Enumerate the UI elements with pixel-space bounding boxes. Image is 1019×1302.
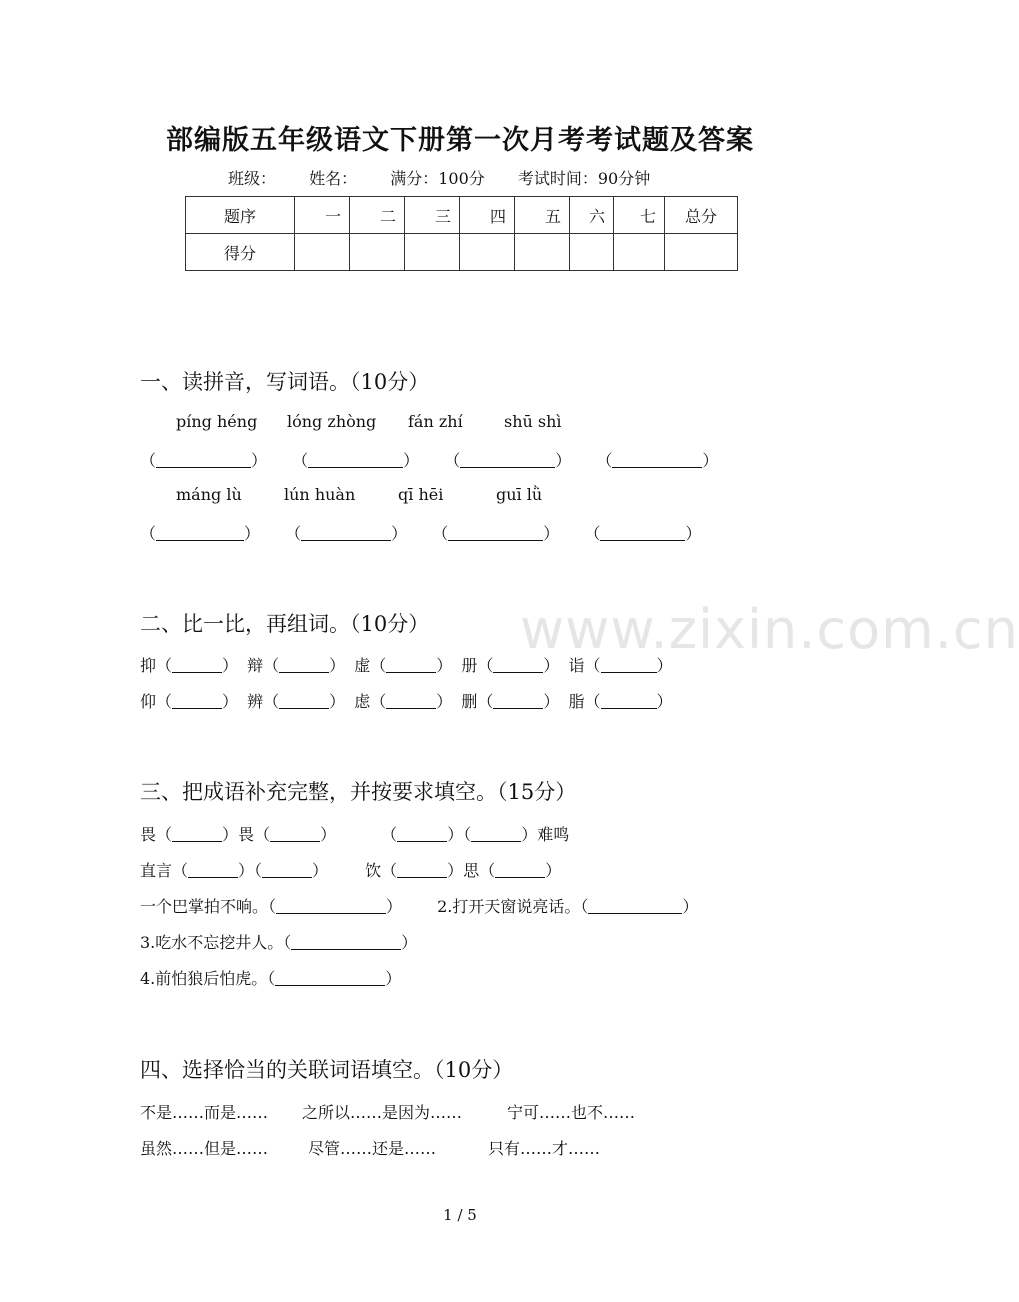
answer-blank[interactable] [279,656,329,673]
score-header-cell: 一 [295,197,350,234]
class-label: 班级： [228,169,277,188]
section-2-heading: 二、比一比，再组词。（10分） [140,612,430,636]
score-header-cell: 总分 [665,197,738,234]
page-number: 1 / 5 [443,1206,477,1224]
conjunction-option: 虽然……但是…… [140,1139,269,1158]
full-score-label: 满分：100分 [390,169,485,188]
score-cell[interactable] [350,234,405,271]
answer-blank[interactable] [276,897,386,914]
score-header-cell: 六 [570,197,614,234]
sentence-text: 3.吃水不忘挖井人。 [140,933,284,952]
conjunction-option: 之所以……是因为…… [302,1103,463,1122]
pinyin-item: fán zhí [408,412,463,431]
score-table-header-row [186,197,738,234]
score-cell[interactable] [405,234,460,271]
answer-blank[interactable] [188,861,238,878]
exam-time-label: 考试时间：90分钟 [517,169,651,188]
char-item: 脂 [568,692,585,711]
answer-blank[interactable] [495,861,545,878]
sentence-text: 2.打开天窗说亮话。 [437,897,581,916]
char-item: 删 [461,692,478,711]
pinyin-item: máng lù [176,485,242,504]
section-4-heading: 四、选择恰当的关联词语填空。（10分） [140,1058,514,1082]
answer-row: （ ） （ ） （ ） （ ） [140,524,702,543]
idiom-row: 畏（ ）畏（ ） （ ）（ ）难鸣 [140,825,570,844]
idiom-row: 直言（ ）（ ） 饮（ ）思（ ） [140,861,562,880]
score-table [185,196,738,271]
answer-blank[interactable] [601,692,657,709]
name-label: 姓名： [309,169,358,188]
sentence-text: 一个巴掌拍不响。 [140,897,269,916]
pinyin-item: lún huàn [284,485,356,504]
conjunction-option: 尽管……还是…… [308,1139,437,1158]
answer-blank[interactable] [172,656,222,673]
answer-blank[interactable] [262,861,312,878]
char-item: 诣 [568,656,585,675]
sentence-text: 4.前怕狼后怕虎。 [140,969,268,988]
pinyin-item: guī lǜ [496,485,543,504]
pinyin-item: lóng zhòng [287,412,377,431]
conjunction-option: 宁可……也不…… [507,1103,636,1122]
answer-blank[interactable] [308,451,403,468]
answer-blank[interactable] [279,692,329,709]
char-item: 册 [461,656,478,675]
pinyin-item: shū shì [504,412,562,431]
sentence-row: 一个巴掌拍不响。（ ） 2.打开天窗说亮话。（ ） [140,897,699,916]
char-item: 虑 [354,692,371,711]
answer-blank[interactable] [172,692,222,709]
exam-info [228,166,678,189]
char-item: 辩 [247,656,264,675]
score-cell[interactable] [515,234,570,271]
score-header-cell: 三 [405,197,460,234]
answer-blank[interactable] [291,933,401,950]
char-row: 抑（ ） 辩（ ） 虚（ ） 册（ ） 诣（ ） [140,656,673,675]
answer-blank[interactable] [493,656,543,673]
sentence-row: 3.吃水不忘挖井人。（ ） [140,933,418,952]
char-item: 仰 [140,692,157,711]
answer-blank[interactable] [386,656,436,673]
score-cell[interactable] [570,234,614,271]
section-1-heading: 一、读拼音，写词语。（10分） [140,370,430,394]
answer-blank[interactable] [448,524,543,541]
answer-blank[interactable] [156,451,251,468]
answer-blank[interactable] [172,825,222,842]
answer-blank[interactable] [386,692,436,709]
answer-blank[interactable] [397,825,447,842]
score-header-cell: 五 [515,197,570,234]
conjunction-option: 只有……才…… [488,1139,601,1158]
idiom-char: 饮 [365,861,382,880]
answer-blank[interactable] [275,969,385,986]
idiom-char: 思 [463,861,480,880]
idiom-char: 畏 [140,825,157,844]
char-item: 辨 [247,692,264,711]
idiom-char: 直言 [140,861,173,880]
score-header-cell: 题序 [186,197,295,234]
section-3-heading: 三、把成语补充完整，并按要求填空。（15分） [140,780,577,804]
page-title: 部编版五年级语文下册第一次月考考试题及答案 [166,125,754,156]
score-table-row [186,234,738,271]
pinyin-item: píng héng [176,412,258,431]
idiom-char: 畏 [238,825,255,844]
answer-blank[interactable] [301,524,391,541]
score-row-label: 得分 [186,234,295,271]
conjunction-option: 不是……而是…… [140,1103,269,1122]
answer-blank[interactable] [600,524,685,541]
answer-blank[interactable] [588,897,682,914]
answer-blank[interactable] [460,451,555,468]
char-row: 仰（ ） 辨（ ） 虑（ ） 删（ ） 脂（ ） [140,692,673,711]
answer-blank[interactable] [471,825,521,842]
answer-blank[interactable] [601,656,657,673]
score-cell[interactable] [614,234,665,271]
answer-blank[interactable] [397,861,447,878]
score-cell[interactable] [665,234,738,271]
char-item: 抑 [140,656,157,675]
answer-row: （ ） （ ） （ ） （ ） [140,451,719,470]
score-header-cell: 二 [350,197,405,234]
answer-blank[interactable] [156,524,244,541]
score-cell[interactable] [295,234,350,271]
answer-blank[interactable] [612,451,702,468]
score-header-cell: 四 [460,197,515,234]
score-header-cell: 七 [614,197,665,234]
char-item: 虚 [354,656,371,675]
answer-blank[interactable] [493,692,543,709]
idiom-char: 难鸣 [537,825,570,844]
watermark: www.zixin.com.cn [520,598,1019,661]
score-cell[interactable] [460,234,515,271]
sentence-row: 4.前怕狼后怕虎。（ ） [140,969,402,988]
answer-blank[interactable] [270,825,320,842]
pinyin-item: qī hēi [398,485,444,504]
